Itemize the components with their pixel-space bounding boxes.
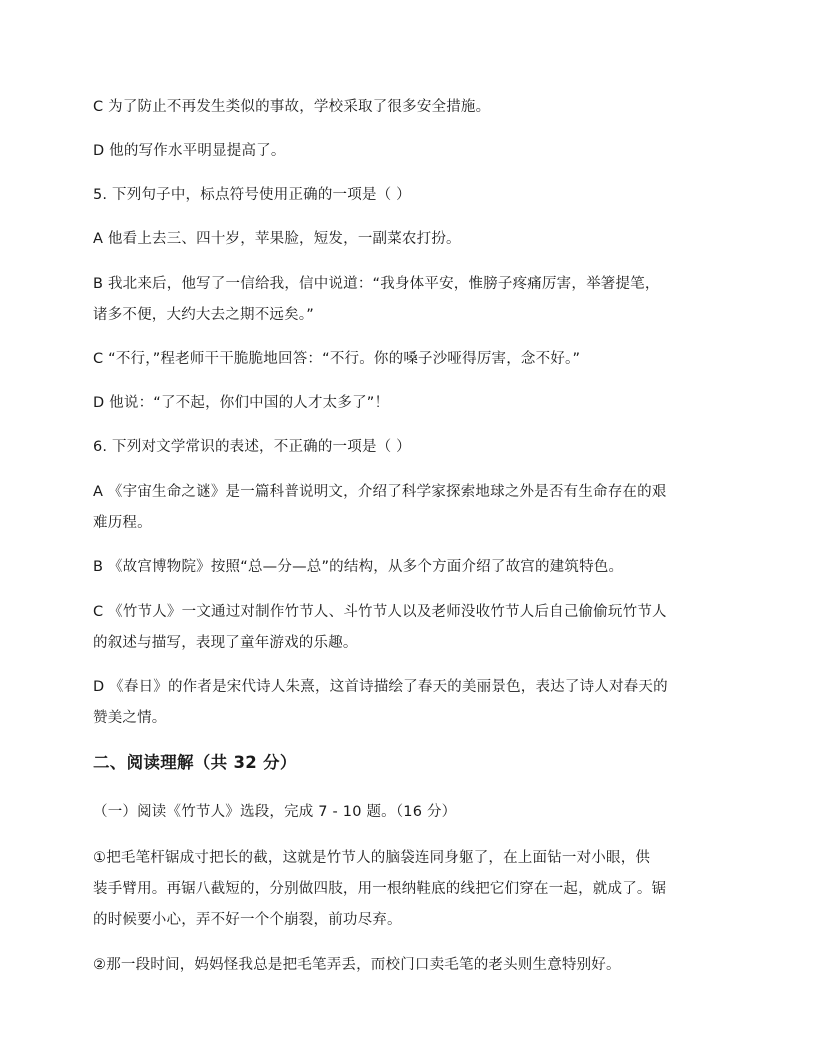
option-c-q4: C 为了防止不再发生类似的事故，学校采取了很多安全措施。 [93, 99, 491, 115]
option-d-q4: D 他的写作水平明显提高了。 [93, 143, 286, 159]
reading-intro: （一）阅读《竹节人》选段，完成 7 - 10 题。（16 分） [93, 804, 457, 820]
option-d-q5: D 他说：“了不起，你们中国的人才太多了”！ [93, 395, 390, 411]
option-c-q5: C “不行，”程老师干干脆脆地回答：“不行。你的嗓子沙哑得厉害，念不好。” [93, 351, 581, 367]
option-b-q5-line2: 诸多不便，大约大去之期不远矣。” [93, 307, 314, 323]
option-b-q5-line1: B 我北来后，他写了一信给我，信中说道：“我身体平安，惟膀子疼痛厉害，举箸提笔， [93, 276, 660, 292]
passage-para2-line1: ②那一段时间，妈妈怪我总是把毛笔弄丢，而校门口卖毛笔的老头则生意特别好。 [93, 957, 621, 973]
option-c-q6-line1: C 《竹节人》一文通过对制作竹节人、斗竹节人以及老师没收竹节人后自己偷偷玩竹节人 [93, 604, 667, 620]
option-b-q6: B 《故宫博物院》按照“总—分—总”的结构，从多个方面介绍了故宫的建筑特色。 [93, 559, 624, 575]
passage-para1-line3: 的时候要小心，弄不好一个个崩裂，前功尽弃。 [93, 912, 402, 928]
option-d-q6-line1: D 《春日》的作者是宋代诗人朱熹，这首诗描绘了春天的美丽景色，表达了诗人对春天的 [93, 679, 668, 695]
option-a-q6-line1: A 《宇宙生命之谜》是一篇科普说明文，介绍了科学家探索地球之外是否有生命存在的艰 [93, 484, 667, 500]
question-5: 5. 下列句子中，标点符号使用正确的一项是（ ） [93, 187, 411, 203]
passage-para1-line2: 装手臂用。再锯八截短的，分别做四肢，用一根纳鞋底的线把它们穿在一起，就成了。锯 [93, 881, 667, 897]
option-c-q6-line2: 的叙述与描写，表现了童年游戏的乐趣。 [93, 635, 358, 651]
section-heading: 二、阅读理解（共 32 分） [93, 753, 297, 772]
option-d-q6-line2: 赞美之情。 [93, 710, 167, 726]
option-a-q6-line2: 难历程。 [93, 515, 152, 531]
option-a-q5: A 他看上去三、四十岁，苹果脸，短发，一副菜农打扮。 [93, 231, 461, 247]
passage-para1-line1: ①把毛笔杆锯成寸把长的截，这就是竹节人的脑袋连同身躯了，在上面钻一对小眼，供 [93, 850, 651, 866]
question-6: 6. 下列对文学常识的表述，不正确的一项是（ ） [93, 439, 411, 455]
